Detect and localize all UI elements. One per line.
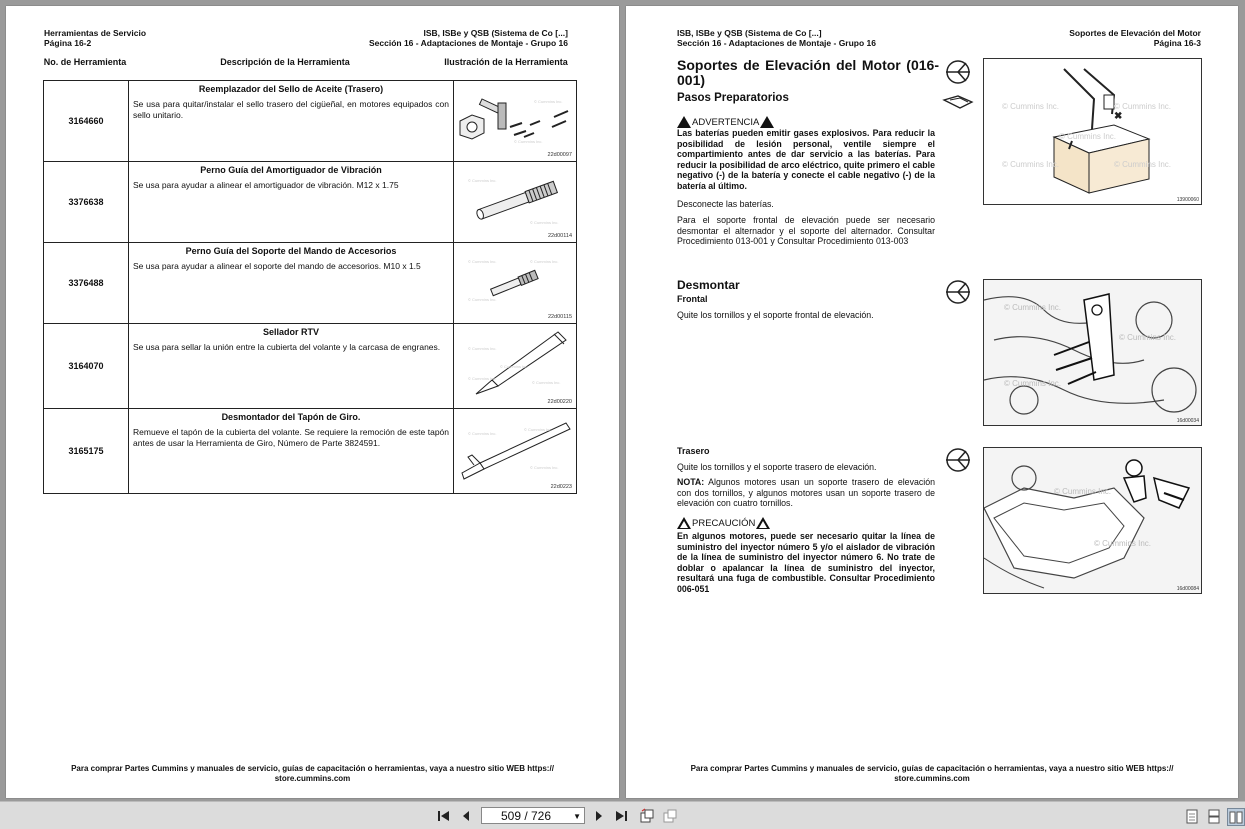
svg-text:© Cummins Inc.: © Cummins Inc. bbox=[530, 465, 559, 470]
prep-heading: Pasos Preparatorios bbox=[677, 92, 789, 104]
svg-text:© Cummins Inc.: © Cummins Inc. bbox=[468, 259, 497, 264]
tool-description bbox=[129, 162, 454, 243]
table-row bbox=[44, 81, 577, 162]
note-label: NOTA: bbox=[677, 477, 705, 487]
rear-text: Quite los tornillos y el soporte trasero de elevación. bbox=[677, 462, 877, 472]
two-page-view-button[interactable] bbox=[1227, 808, 1245, 826]
header-text: ISB, ISBe y QSB (Sistema de Co [...] bbox=[677, 28, 822, 38]
illustration-code: 22d00220 bbox=[547, 399, 572, 405]
watermark-text: © Cummins Inc. bbox=[1114, 160, 1172, 169]
svg-text:© Cummins Inc.: © Cummins Inc. bbox=[468, 346, 497, 351]
front-bracket-illustration bbox=[984, 280, 1201, 425]
front-text: Quite los tornillos y el soporte frontal de elevación. bbox=[677, 310, 874, 320]
page-indicator: 509 / 726 bbox=[500, 809, 552, 823]
tool-name: Sellador RTV bbox=[262, 327, 319, 337]
rotate-icon bbox=[639, 808, 655, 824]
caution-triangle-icon bbox=[756, 517, 770, 529]
watermark-text: © Cummins Inc. bbox=[1054, 487, 1112, 496]
tool-name: Perno Guía del Soporte del Mando de Accesorios bbox=[185, 246, 397, 256]
warning-text: Las baterías pueden emitir gases explosivos. Para reducir la posibilidad de lesión personal, ventile siempre el compartimiento antes de dar servicio a las baterías. Para reducir la posibilidad de arco eléctrico, quite primero el cable negativo (-) de la batería y conecte el cable negativo (-) de la batería al último. bbox=[677, 128, 935, 191]
tool-name: Reemplazador del Sello de Aceite (Trasero) bbox=[198, 84, 384, 94]
right-footer: Para comprar Partes Cummins y manuales de servicio, guías de capacitación o herramientas, vaya a nuestro sitio WEB https:// store.cummins.com bbox=[690, 764, 1174, 783]
svg-text:© Cummins Inc.: © Cummins Inc. bbox=[514, 139, 543, 144]
fit-icon bbox=[662, 808, 678, 824]
first-page-button[interactable] bbox=[436, 808, 452, 824]
caution-triangle-icon bbox=[677, 517, 691, 529]
tool-text: Se usa para ayudar a alinear el amortiguador de vibración. M12 x 1.75 bbox=[133, 180, 399, 190]
right-header-left bbox=[677, 28, 876, 48]
svg-text:✖: ✖ bbox=[1114, 111, 1123, 122]
tool-illustration bbox=[454, 81, 577, 162]
table-row bbox=[44, 243, 577, 324]
note-text: Algunos motores usan un soporte trasero de elevación con dos tornillos, y algunos motores usan un soporte trasero de elevación con cuatro tornillos. bbox=[677, 477, 935, 509]
tool-illustration bbox=[454, 243, 577, 324]
left-footer: Para comprar Partes Cummins y manuales de servicio, guías de capacitación o herramientas, vaya a nuestro sitio WEB https:// store.cummins.com bbox=[71, 764, 554, 783]
header-text: Soportes de Elevación del Motor bbox=[1069, 28, 1201, 38]
watermark-text: © Cummins Inc. bbox=[1119, 333, 1177, 342]
page-right bbox=[626, 6, 1238, 798]
illustration-code: 22d00114 bbox=[547, 233, 572, 239]
watermark-text: © Cummins Inc. bbox=[1114, 102, 1172, 111]
svg-text:© Cummins Inc.: © Cummins Inc. bbox=[530, 259, 559, 264]
tool-text: Remueve el tapón de la cubierta del volante. Se requiere la remoción de este tapón antes de usar la Herramienta de Giro, Número de Parte 3824591. bbox=[133, 427, 449, 448]
watermark-text: © Cummins Inc. bbox=[1004, 303, 1062, 312]
header-section: Sección 16 - Adaptaciones de Montaje - Grupo 16 bbox=[677, 38, 877, 48]
svg-text:© Cummins Inc.: © Cummins Inc. bbox=[534, 99, 563, 104]
illustration-code: 22d00097 bbox=[547, 152, 572, 158]
procedure-title: Soportes de Elevación del Motor (016-001) bbox=[677, 57, 939, 88]
battery-figure bbox=[983, 58, 1202, 205]
plug-remover-illustration bbox=[454, 409, 576, 491]
table-row bbox=[44, 162, 577, 243]
warning-triangle-icon bbox=[677, 116, 691, 128]
tools-table bbox=[43, 80, 577, 494]
last-page-button[interactable] bbox=[613, 808, 629, 824]
tool-name: Perno Guía del Amortiguador de Vibración bbox=[200, 165, 382, 175]
next-page-icon bbox=[594, 810, 604, 822]
figure-code: 13900060 bbox=[1176, 197, 1199, 203]
header-section: Sección 16 - Adaptaciones de Montaje - Grupo 16 bbox=[368, 38, 568, 48]
viewer-toolbar bbox=[0, 801, 1245, 829]
guide-bolt-illustration bbox=[454, 162, 576, 240]
tool-number: 3164070 bbox=[44, 324, 129, 409]
table-row bbox=[44, 324, 577, 409]
tool-illustration bbox=[454, 162, 577, 243]
single-page-icon bbox=[1186, 809, 1198, 824]
warning-heading bbox=[677, 116, 774, 128]
left-header-right bbox=[369, 28, 568, 48]
tool-description bbox=[129, 409, 454, 494]
tool-number: 3165175 bbox=[44, 409, 129, 494]
svg-text:© Cummins Inc.: © Cummins Inc. bbox=[468, 376, 497, 381]
tool-text: Se usa para quitar/instalar el sello trasero del cigüeñal, en motores equipados con sello unitario. bbox=[133, 99, 449, 120]
figure-code: 16d00034 bbox=[1176, 418, 1199, 424]
continuous-icon bbox=[1208, 809, 1220, 824]
tool-description bbox=[129, 81, 454, 162]
prev-page-icon bbox=[461, 810, 471, 822]
svg-text:© Cummins Inc.: © Cummins Inc. bbox=[530, 220, 559, 225]
warning-label: ADVERTENCIA bbox=[692, 116, 760, 128]
col-illustration-heading: Ilustración de la Herramienta bbox=[444, 57, 568, 67]
wrench-circle-icon bbox=[944, 279, 972, 305]
illustration-code: 22d0223 bbox=[550, 484, 572, 490]
tool-text: Se usa para ayudar a alinear el soporte del mando de accesorios. M10 x 1.5 bbox=[133, 261, 421, 271]
col-number-heading: No. de Herramienta bbox=[43, 57, 127, 67]
front-bracket-figure bbox=[983, 279, 1202, 426]
fit-button[interactable] bbox=[662, 808, 678, 824]
caution-label: PRECAUCIÓN bbox=[692, 517, 756, 529]
seal-replacer-illustration bbox=[454, 81, 576, 159]
manual-reference-icon bbox=[942, 94, 974, 110]
battery-illustration bbox=[984, 59, 1201, 204]
svg-text:© Cummins Inc.: © Cummins Inc. bbox=[468, 431, 497, 436]
tool-description bbox=[129, 243, 454, 324]
wrench-circle-icon bbox=[944, 59, 972, 85]
watermark-text: © Cummins Inc. bbox=[1059, 132, 1117, 141]
page-left bbox=[6, 6, 619, 798]
svg-text:© Cummins Inc.: © Cummins Inc. bbox=[524, 427, 553, 432]
first-page-icon bbox=[437, 810, 451, 822]
left-header-left bbox=[44, 28, 146, 48]
next-page-button[interactable] bbox=[591, 808, 607, 824]
tool-number: 3376488 bbox=[44, 243, 129, 324]
caution-text: En algunos motores, puede ser necesario quitar la línea de suministro del inyector número 5 y/o el aislador de vibración de la línea de suministro del inyector número 6. No trate de doblar o apalancar la línea de suministro del inyector, resultará una fuga de combustible. Consultar Procedimiento 006-051 bbox=[677, 531, 935, 594]
rear-bracket-illustration bbox=[984, 448, 1201, 593]
header-text: ISB, ISBe y QSB (Sistema de Co [...] bbox=[423, 28, 568, 38]
header-text: Herramientas de Servicio bbox=[44, 28, 147, 38]
page-number-select[interactable] bbox=[481, 807, 585, 824]
tool-illustration bbox=[454, 324, 577, 409]
single-page-view-button[interactable] bbox=[1184, 808, 1200, 824]
caution-heading bbox=[677, 517, 770, 529]
header-page-number: Página 16-3 bbox=[1153, 38, 1201, 48]
continuous-view-button[interactable] bbox=[1206, 808, 1222, 824]
watermark-text: © Cummins Inc. bbox=[1004, 379, 1062, 388]
svg-text:© Cummins Inc.: © Cummins Inc. bbox=[468, 178, 497, 183]
svg-text:© Cummins Inc.: © Cummins Inc. bbox=[468, 297, 497, 302]
watermark-text: © Cummins Inc. bbox=[1094, 539, 1152, 548]
rtv-sealant-tube-illustration bbox=[454, 324, 576, 406]
note-block bbox=[677, 477, 935, 509]
right-header-right bbox=[1069, 28, 1201, 48]
guide-bolt-illustration bbox=[454, 243, 576, 321]
remove-heading: Desmontar bbox=[677, 278, 740, 292]
rear-bracket-figure bbox=[983, 447, 1202, 594]
wrench-circle-icon bbox=[944, 447, 972, 473]
tool-description bbox=[129, 324, 454, 409]
tool-number: 3376638 bbox=[44, 162, 129, 243]
table-row bbox=[44, 409, 577, 494]
header-page-number: Página 16-2 bbox=[44, 38, 92, 48]
illustration-code: 22d00115 bbox=[547, 314, 572, 320]
prev-page-button[interactable] bbox=[458, 808, 474, 824]
warning-triangle-icon bbox=[760, 116, 774, 128]
tool-text: Se usa para sellar la unión entre la cubierta del volante y la carcasa de engranes. bbox=[133, 342, 441, 352]
prep-step-1: Desconecte las baterías. bbox=[677, 199, 774, 209]
watermark-text: © Cummins Inc. bbox=[1002, 102, 1060, 111]
tool-name: Desmontador del Tapón de Giro. bbox=[221, 412, 361, 422]
two-page-icon bbox=[1229, 811, 1243, 824]
tool-number: 3164660 bbox=[44, 81, 129, 162]
chevron-down-icon: ▼ bbox=[573, 812, 581, 821]
rotate-button[interactable] bbox=[639, 808, 655, 824]
rear-heading: Trasero bbox=[677, 446, 710, 456]
col-description-heading: Descripción de la Herramienta bbox=[220, 57, 350, 67]
watermark-text: © Cummins Inc. bbox=[1002, 160, 1060, 169]
front-heading: Frontal bbox=[677, 294, 708, 304]
svg-text:© Cummins Inc.: © Cummins Inc. bbox=[500, 364, 529, 369]
last-page-icon bbox=[614, 810, 628, 822]
prep-step-2: Para el soporte frontal de elevación puede ser necesario desmontar el alternador y el soporte del alternador. Consultar Procedimiento 013-001 y Consultar Procedimiento 013-003 bbox=[677, 215, 935, 247]
tool-illustration bbox=[454, 409, 577, 494]
figure-code: 16d00084 bbox=[1176, 586, 1199, 592]
svg-text:© Cummins Inc.: © Cummins Inc. bbox=[532, 380, 561, 385]
